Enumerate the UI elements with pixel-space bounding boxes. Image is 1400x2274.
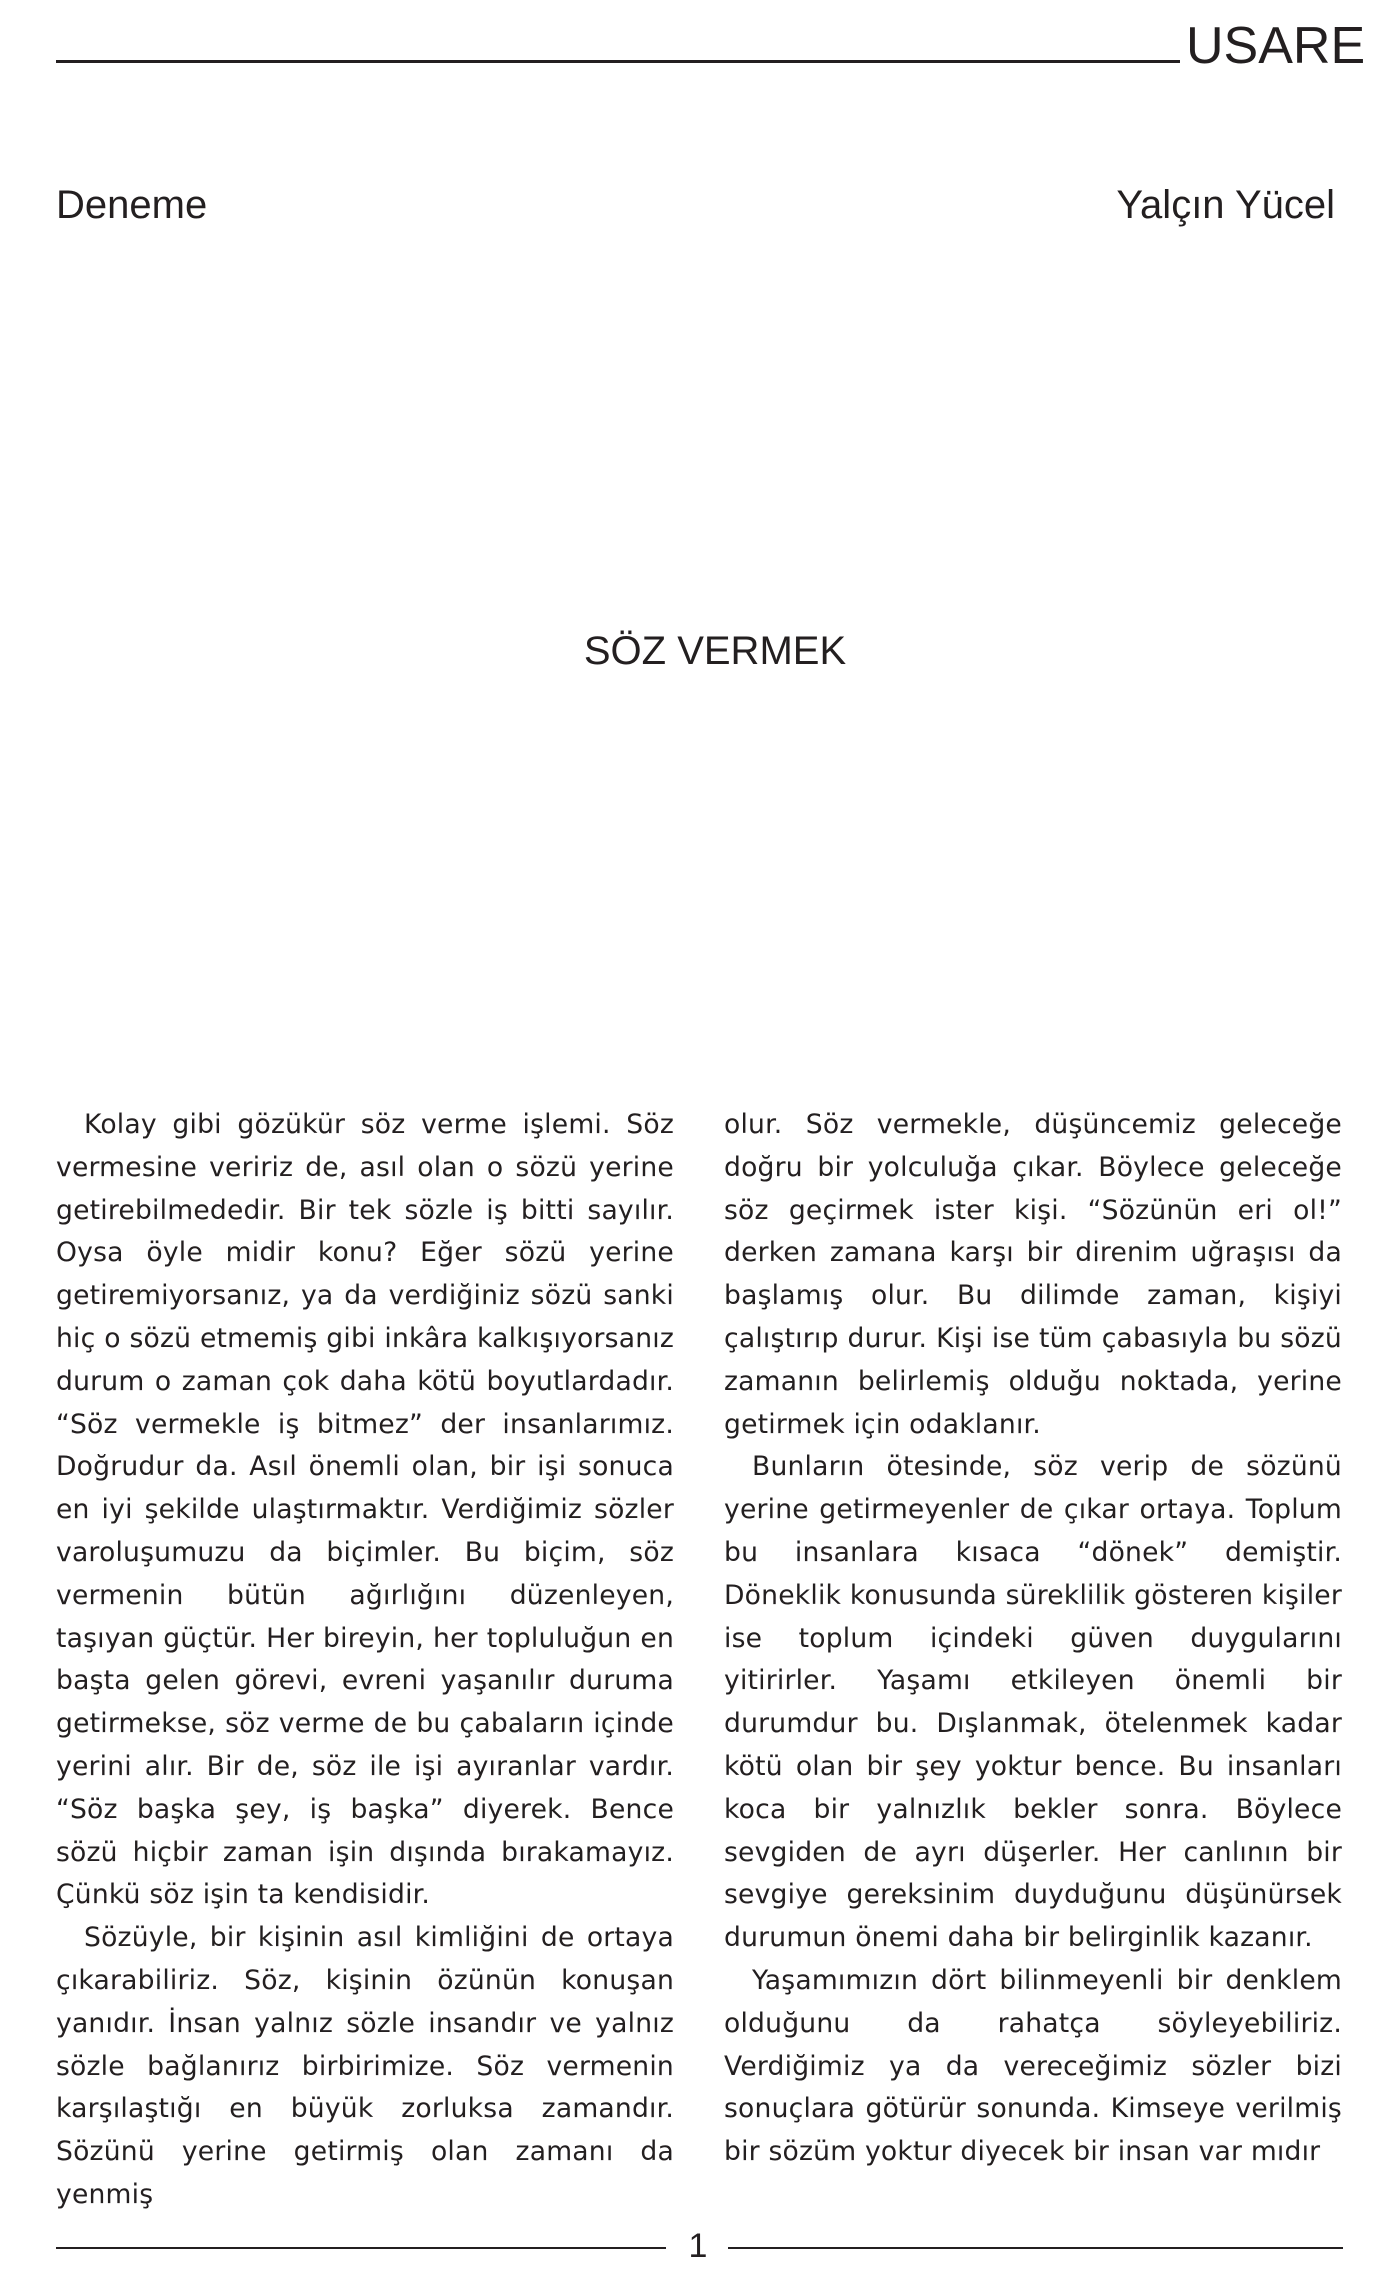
author-name: Yalçın Yücel <box>1116 183 1335 227</box>
footer-rule-right <box>728 2247 1343 2249</box>
paragraph: Bunların ötesinde, söz verip de sözünü yerine getirmeyenler de çıkar ortaya. Toplum bu insanlara kısaca “dönek” demiştir. Döneklik konusunda süreklilik gösteren kişiler ise toplum içindeki güven duygularını yitirirler. Yaşamı etkileyen önemli bir durumdur bu. Dışlanmak, ötelenmek kadar kötü olan bir şey yoktur bence. Bu insanları koca bir yalnızlık bekler sonra. Böylece sevgiden de ayrı düşerler. Her canlının bir sevgiye gereksinim duyduğunu düşünürsek durumun önemi daha bir belirginlik kazanır. <box>724 1451 1342 1954</box>
header-rule <box>56 60 1180 63</box>
paragraph: Sözüyle, bir kişinin asıl kimliğini de ortaya çıkarabiliriz. Söz, kişinin özünün konuşan yanıdır. İnsan yalnız sözle insandır ve yalnız sözle bağlanırız birbirimize. Söz vermenin karşılaştığı en büyük zorluksa zamandır. Sözünü yerine getirmiş olan zamanı da yenmiş <box>56 1922 674 2210</box>
page-number: 1 <box>688 2227 708 2265</box>
paragraph: Kolay gibi gözükür söz verme işlemi. Söz vermesine veririz de, asıl olan o sözü yerine getirebilmededir. Bir tek sözle iş bitti sayılır. Oysa öyle midir konu? Eğer sözü yerine getiremiyorsanız, ya da verdiğiniz sözü sanki hiç o sözü etmemiş gibi inkâra kalkışıyorsanız durum o zaman çok daha kötü boyutlardadır. “Söz vermekle iş bitmez” der insanlarımız. Doğrudur da. Asıl önemli olan, bir işi sonuca en iyi şekilde ulaştırmaktır. Verdiğimiz sözler varoluşumuzu da biçimler. Bu biçim, söz vermenin bütün ağırlığını düzenleyen, taşıyan güçtür. Her bireyin, her topluluğun en başta gelen görevi, evreni yaşanılır duruma getirmekse, söz verme de bu çabaların içinde yerini alır. Bir de, söz ile işi ayıranlar vardır. “Söz başka şey, iş başka” diyerek. Bence sözü hiçbir zaman işin dışında bırakamayız. Çünkü söz işin ta kendisidir. <box>56 1109 674 1911</box>
section-label: Deneme <box>56 183 208 227</box>
article-left-column <box>56 1104 674 2217</box>
paragraph: Yaşamımızın dört bilinmeyenli bir denklem olduğunu da rahatça söyleyebiliriz. Verdiğimiz ya da vereceğimiz sözler bizi sonuçlara götürür sonunda. Kimseye verilmiş bir sözüm yoktur diyecek bir insan var mıdır <box>724 1964 1342 2168</box>
article-right-column <box>724 1104 1342 2174</box>
magazine-name: USARE <box>1186 17 1366 75</box>
footer-rule-left <box>56 2247 666 2249</box>
article-title-text: SÖZ VERMEK <box>583 629 847 673</box>
paragraph: olur. Söz vermekle, düşüncemiz geleceğe doğru bir yolculuğa çıkar. Böylece geleceğe söz geçirmek ister kişi. “Sözünün eri ol!” derken zamana karşı bir direnim uğraşısı da başlamış olur. Bu dilimde zaman, kişiyi çalıştırıp durur. Kişi ise tüm çabasıyla bu sözü zamanın belirlemiş olduğu noktada, yerine getirmek için odaklanır. <box>724 1109 1342 1440</box>
article-title <box>0 626 1400 676</box>
